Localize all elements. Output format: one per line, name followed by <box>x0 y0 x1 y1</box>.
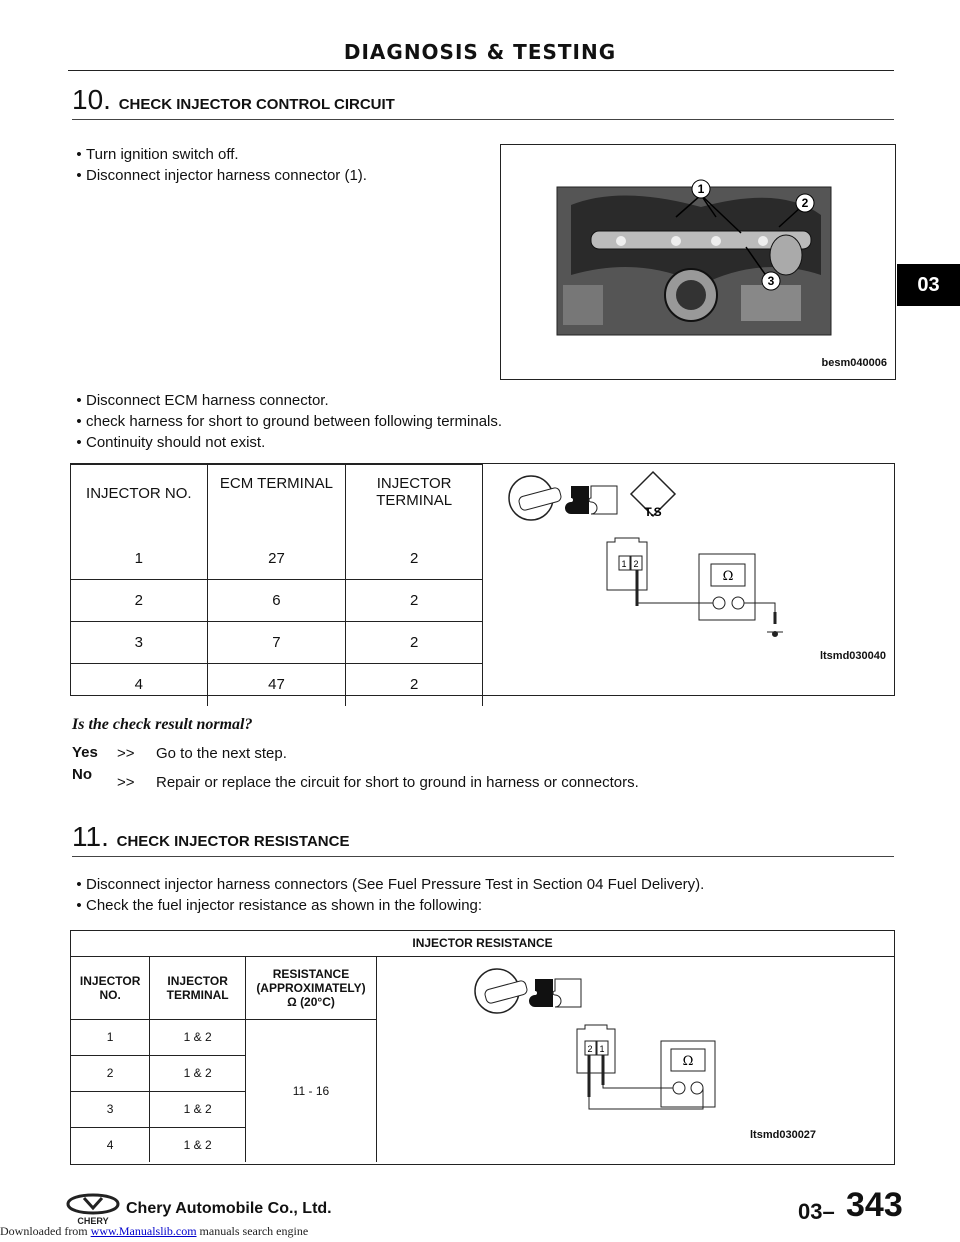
header-rule <box>68 70 894 71</box>
bullet-item: • Disconnect ECM harness connector. <box>72 390 502 411</box>
connector-black-icon <box>565 486 589 514</box>
bullet-item: • check harness for short to ground between following terminals. <box>72 411 502 432</box>
table-header: INJECTOR TERMINAL <box>346 465 483 538</box>
bullet-item: • Disconnect injector harness connector (1). <box>72 165 367 186</box>
answer-yes-text: Go to the next step. <box>156 745 287 762</box>
table-row: 2 6 2 <box>71 579 483 621</box>
table-header: ECM TERMINAL <box>207 465 346 538</box>
meter-diagram-1-caption: ltsmd030040 <box>819 650 886 662</box>
pin-label: 2 <box>633 559 639 569</box>
resistance-value: 11 - 16 <box>245 1019 376 1162</box>
callout-2: 2 <box>801 196 809 210</box>
pin-label: 1 <box>621 559 627 569</box>
bullet-item: • Turn ignition switch off. <box>72 144 367 165</box>
step-10-title: CHECK INJECTOR CONTROL CIRCUIT <box>118 96 395 113</box>
meter-diagram-2-caption: ltsmd030027 <box>750 1129 817 1141</box>
table-row: 3 7 2 <box>71 621 483 663</box>
step-11-rule <box>72 856 894 857</box>
answer-no-text: Repair or replace the circuit for short to ground in harness or connectors. <box>156 774 639 791</box>
answer-no-arrow: >> <box>117 774 135 791</box>
chery-logo <box>62 1186 124 1226</box>
answer-yes-arrow: >> <box>117 745 135 762</box>
download-notice: Downloaded from www.Manualslib.com manuals search engine <box>0 1224 309 1238</box>
engine-photo-caption: besm040006 <box>821 357 887 369</box>
step-10-rule <box>72 119 894 120</box>
table-header: INJECTOR TERMINAL <box>150 957 246 1019</box>
table-row: 3 1 & 2 <box>71 1091 377 1127</box>
step-11-bullets <box>72 874 704 916</box>
table-row: 2 1 & 2 <box>71 1055 377 1091</box>
callout-3: 3 <box>767 274 775 288</box>
answer-no-label: No <box>72 766 92 783</box>
pin-label: 1 <box>599 1044 605 1054</box>
step-10-bullets-b <box>72 390 502 453</box>
table-row: 4 1 & 2 <box>71 1127 377 1162</box>
connector-black-icon <box>529 979 553 1007</box>
ohm-symbol: Ω <box>722 569 734 584</box>
injector-resistance-table <box>71 957 377 1162</box>
answer-yes-label: Yes <box>72 744 98 761</box>
table-header: RESISTANCE (APPROXIMATELY) Ω (20°C) <box>245 957 376 1019</box>
step-10-table-box <box>70 463 895 696</box>
connector-white-icon <box>589 486 617 514</box>
footer-page-number: 343 <box>846 1186 903 1224</box>
table-header: INJECTOR NO. <box>71 465 207 538</box>
step-10-heading <box>72 84 395 116</box>
footer-company: Chery Automobile Co., Ltd. <box>126 1200 332 1217</box>
step-10-bullets-a <box>72 144 367 186</box>
bullet-item: • Continuity should not exist. <box>72 432 502 453</box>
svg-text:CHERY: CHERY <box>77 1216 109 1226</box>
step-10-number: 10. <box>72 84 111 115</box>
check-result-question: Is the check result normal? <box>72 716 253 733</box>
footer-page-prefix: 03– <box>798 1199 835 1224</box>
resistance-table-title: INJECTOR RESISTANCE <box>71 931 894 957</box>
engine-photo-figure <box>500 144 896 380</box>
manualslib-link[interactable]: www.Manualslib.com <box>90 1224 197 1238</box>
step-11-heading <box>72 821 349 853</box>
ohm-symbol: Ω <box>682 1054 694 1069</box>
ts-label: T.S <box>644 505 662 519</box>
step-11-number: 11. <box>72 821 109 852</box>
table-row: 1 1 & 2 11 - 16 <box>71 1019 377 1055</box>
step-11-title: CHECK INJECTOR RESISTANCE <box>116 833 350 850</box>
bullet-item: • Disconnect injector harness connectors (See Fuel Pressure Test in Section 04 Fuel Delivery). <box>72 874 704 895</box>
table-row: 4 47 2 <box>71 663 483 706</box>
section-tab: 03 <box>897 264 960 306</box>
engine-photo-illustration <box>501 145 895 379</box>
step-11-table-box <box>70 930 895 1165</box>
bullet-item: • Check the fuel injector resistance as shown in the following: <box>72 895 704 916</box>
pin-label: 2 <box>587 1044 593 1054</box>
callout-1: 1 <box>697 182 705 196</box>
page-header-title: DIAGNOSIS & TESTING <box>343 40 617 64</box>
injector-terminal-table <box>71 464 483 706</box>
table-header: INJECTOR NO. <box>71 957 150 1019</box>
connector-white-icon <box>553 979 581 1007</box>
table-row: 1 27 2 <box>71 538 483 580</box>
